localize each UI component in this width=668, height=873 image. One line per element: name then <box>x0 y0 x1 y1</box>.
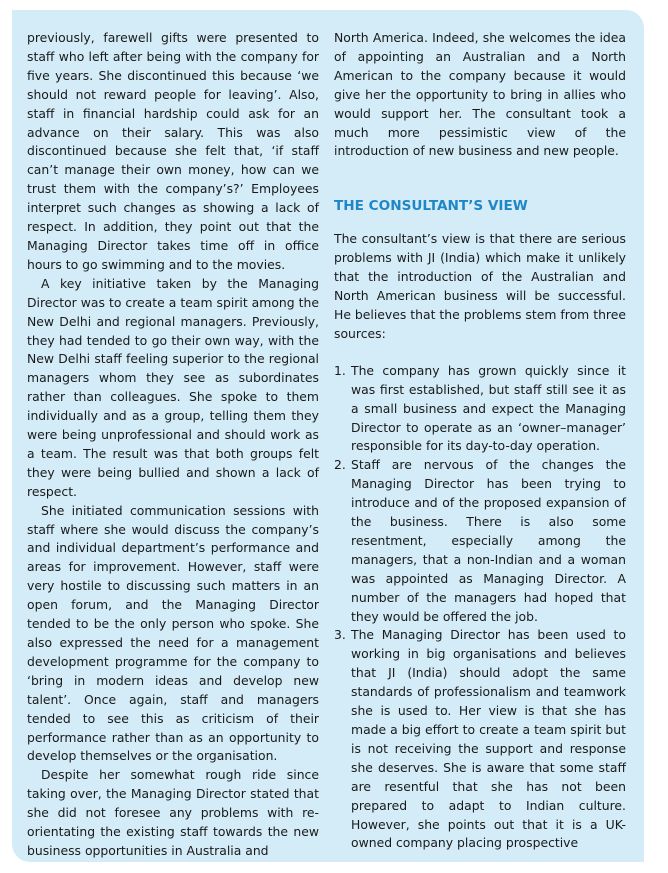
list-item-number: 2. <box>334 457 346 473</box>
list-item-text: The company has grown quickly since it was first established, but staff still see it as a small business and expect the Managing Director to operate as an ‘owner–manager’ responsible for its day-to-day operation. <box>351 362 626 454</box>
spacer <box>334 344 626 362</box>
paragraph: A key initiative taken by the Managing Director was to create a team spirit among the New Delhi and regional managers. Previously, they had tended to go their own way, with the New Delhi staff feeling superior to the regional managers whom they see as subordinates rather than colleagues. She spoke to them individually and as a group, telling them they were being unprofessional and should work as a team. The result was that both groups felt they were being bullied and shown a lack of respect. <box>27 275 319 499</box>
paragraph: She initiated communication sessions with staff where she would discuss the company’s and individual department’s performance and areas for improvement. However, staff were very hostile to discussing such matters in an open forum, and the Managing Director tended to be the only person who spoke. She also expressed the need for a management development programme for the company to ‘bring in modern ideas and develop new talent’. Once again, staff and managers tended to see this as criticism of their performance rather than as an opportunity to develop themselves or the organisation. <box>27 502 319 764</box>
list-item-number: 1. <box>334 362 346 378</box>
paragraph: North America. Indeed, she welcomes the idea of appointing an Australian and a North American to the company because it would give her the opportunity to bring in allies who would support her. The consultant took a much more pessimistic view of the introduction of new business and new people. <box>334 30 626 159</box>
paragraph: Despite her somewhat rough ride since taking over, the Managing Director stated that she did not foresee any problems with re-orientating the existing staff towards the new business opportunities in Australia and <box>27 767 319 858</box>
list-item <box>334 362 626 457</box>
list-item <box>334 456 626 626</box>
paragraph: previously, farewell gifts were presented to staff who left after being with the company for five years. She discontinued this because ‘we should not reward people for leaving’. Also, staff in financial hardship could ask for an advance on their salary. This was also discontinued because she felt that, ‘if staff can’t manage their own money, how can we trust them with the company’s?’ Employees interpret such changes as showing a lack of respect. In addition, they point out that the Managing Director takes time off in office hours to go swimming and to the movies. <box>27 30 319 272</box>
section-heading: THE CONSULTANT’S VIEW <box>334 198 528 215</box>
list-item-number: 3. <box>334 627 346 643</box>
list-item <box>334 626 626 853</box>
text-panel <box>12 10 644 862</box>
problem-sources-list <box>334 362 626 854</box>
list-item-text: Staff are nervous of the changes the Managing Director has been trying to introduce and of the proposed expansion of the business. There is also some resentment, especially among the managers, that a non-Indian and a woman was appointed as Managing Director. A number of the managers had hoped that they would be offered the job. <box>351 457 626 624</box>
list-item-text: The Managing Director has been used to working in big organisations and believes that JI (India) should adopt the same standards of professionalism and teamwork she is used to. Her view is that she has made a big effort to create a team spirit but is not receiving the support and response she deserves. She is aware that some staff are resentful that she has not been prepared to adapt to Indian culture. However, she points out that it is a UK-owned company placing prospective <box>351 627 626 851</box>
paragraph: The consultant’s view is that there are serious problems with JI (India) which make it unlikely that the introduction of the Australian and North American business will be successful. He believes that the problems stem from three sources: <box>334 231 626 341</box>
left-column <box>27 29 319 861</box>
right-column <box>334 29 626 853</box>
